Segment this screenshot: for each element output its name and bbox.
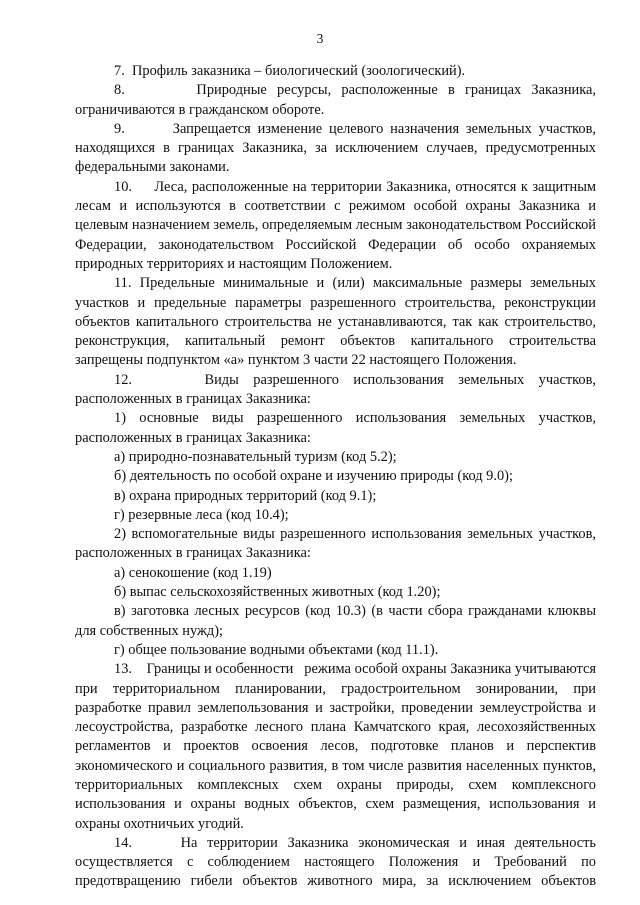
paragraph: б) деятельность по особой охране и изучению природы (код 9.0); [114, 468, 513, 485]
paragraph: 11. Предельные минимальные и (или) максимальные размеры земельных участков и предельные параметры разрешенного строительства, реконструкции объектов капитального строительства не устанавливаются, так как строительство, реконструкция, капитальный ремонт объектов капитального строительства запрещены подпунктом «а» пунктом 3 части 22 настоящего Положения. [75, 275, 596, 369]
paragraph: 13. Границы и особенности режима особой охраны Заказника учитываются при территориальном планировании, градостроительном зонировании, при разработке правил землепользования и застройки, проведении землеустройства и лесоустройства, разработке лесного плана Камчатского края, лесохозяйственных регламентов и проектов освоения лесов, подготовке планов и перспектив экономического и социального развития, в том числе развития населенных пунктов, территориальных комплексных схем охраны природы, схем комплексного использования и охраны водных объектов, схем размещения, использования и охраны охотничьих угодий. [75, 661, 596, 832]
paragraph: 8. Природные ресурсы, расположенные в границах Заказника, ограничиваются в гражданском обороте. [75, 82, 596, 118]
paragraph: а) сенокошение (код 1.19) [114, 564, 272, 581]
paragraph: в) заготовка лесных ресурсов (код 10.3) (в части сбора гражданами клюквы для собственных нужд); [75, 603, 596, 639]
paragraph: 14. На территории Заказника экономическая и иная деятельность осуществляется с соблюдением настоящего Положения и Требований по предотвращению гибели объектов животного мира, за исключением объектов [75, 834, 596, 890]
paragraph: г) резервные леса (код 10.4); [114, 506, 289, 523]
paragraph: 7. Профиль заказника – биологический (зоологический). [114, 63, 466, 79]
document-body [75, 62, 596, 892]
paragraph: 9. Запрещается изменение целевого назначения земельных участков, находящихся в границах Заказника, за исключением случаев, предусмотренных федеральными законами. [75, 120, 596, 176]
paragraph: а) природно-познавательный туризм (код 5.2); [114, 448, 397, 465]
paragraph: г) общее пользование водными объектами (код 11.1). [114, 641, 439, 658]
paragraph: 1) основные виды разрешенного использования земельных участков, расположенных в границах Заказника: [75, 410, 596, 446]
paragraph: в) охрана природных территорий (код 9.1); [114, 487, 377, 504]
paragraph: 10. Леса, расположенные на территории Заказника, относятся к защитным лесам и используются в соответствии с режимом особой охраны Заказника и целевым назначением земель, определяемым лесным законодательством Российской Федерации, законодательством Российской Федерации об особо охраняемых природных территориях и настоящим Положением. [75, 178, 596, 272]
paragraph: 2) вспомогательные виды разрешенного использования земельных участков, расположенных в границах Заказника: [75, 526, 596, 562]
page-number: 3 [316, 31, 324, 46]
paragraph: б) выпас сельскохозяйственных животных (код 1.20); [114, 584, 441, 601]
paragraph: 12. Виды разрешенного использования земельных участков, расположенных в границах Заказника: [75, 371, 596, 408]
